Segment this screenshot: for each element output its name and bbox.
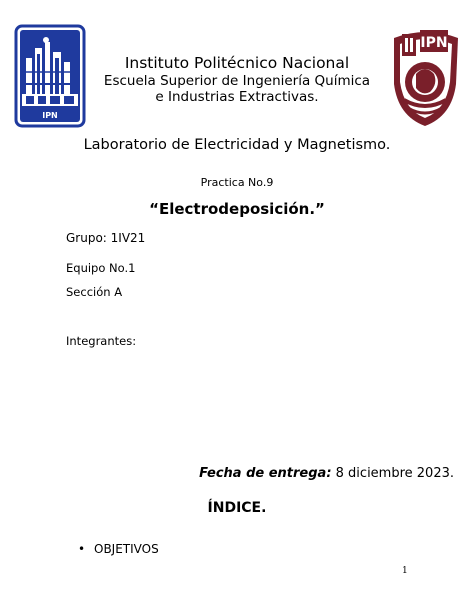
bullet-icon: • [78,542,86,556]
index-item [78,542,159,556]
practice-number: Practica No.9 [200,176,274,189]
lab-title: Laboratorio de Electricidad y Magnetismo. [83,137,391,153]
delivery-date-label: Fecha de entrega: [199,466,332,481]
group-label: Grupo: 1IV21 [66,231,146,245]
institution-name: Instituto Politécnico Nacional [124,54,350,72]
esiqie-logo-label: IPN [42,111,58,120]
practice-title: “Electrodeposición.” [149,200,325,218]
section-label: Sección A [66,285,123,299]
school-name-line1: Escuela Superior de Ingeniería Química [103,73,371,89]
school-name-line2: e Industrias Extractivas. [155,89,319,105]
page-number: 1 [402,566,408,576]
members-label: Integrantes: [66,334,137,348]
team-label: Equipo No.1 [66,261,136,275]
index-title: ÍNDICE. [207,500,267,516]
delivery-date [199,466,454,481]
delivery-date-value: 8 diciembre 2023. [331,466,454,481]
index-item-label: OBJETIVOS [94,542,159,556]
ipn-logo-label: IPN [420,35,448,51]
